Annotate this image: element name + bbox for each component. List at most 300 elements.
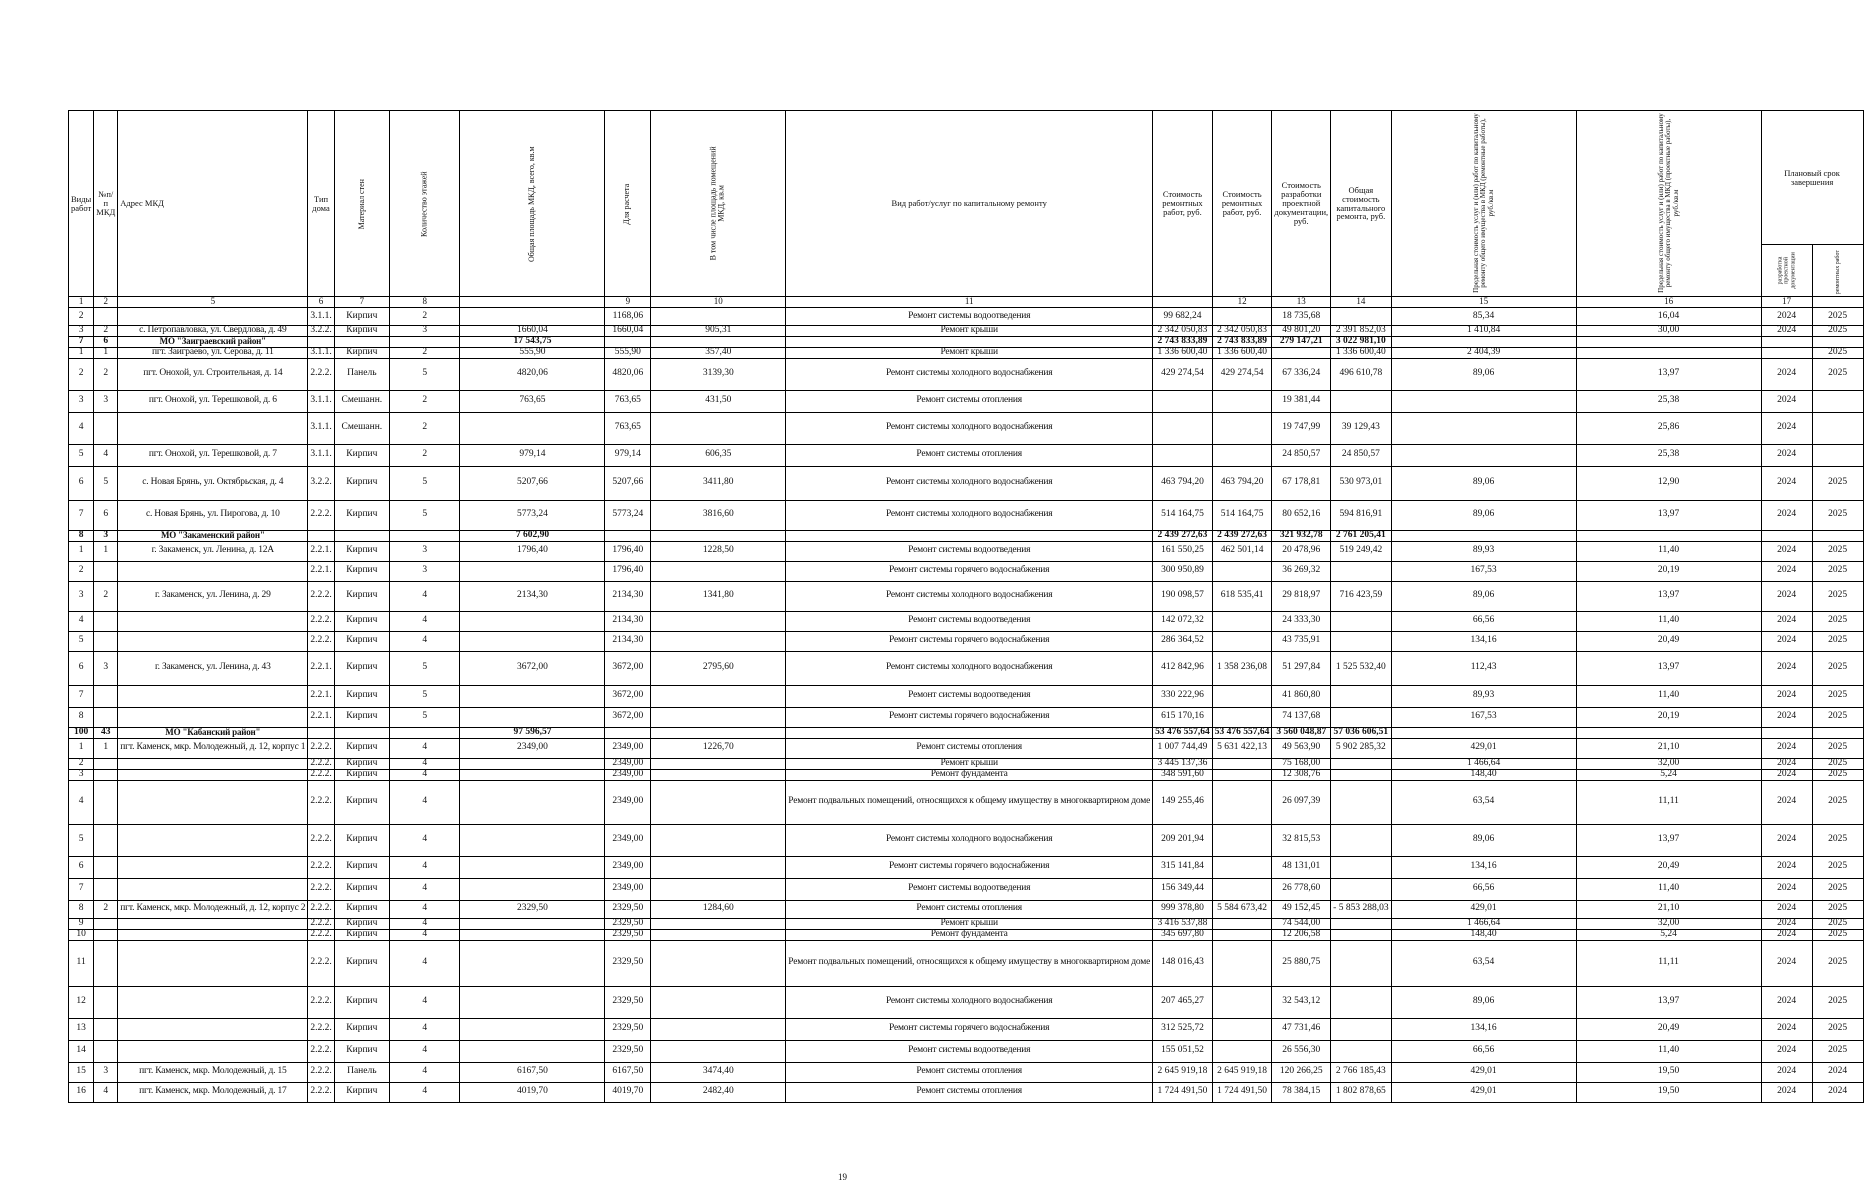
repair-cost-cell: 330 222,96 xyxy=(1153,685,1213,707)
header-floors: Количество этажей xyxy=(389,111,459,297)
repair-cost-cell: 348 591,60 xyxy=(1153,769,1213,780)
table-row xyxy=(69,707,1864,727)
limit-repair-cell: 63,54 xyxy=(1391,780,1576,824)
house-type-cell: 2.2.2. xyxy=(308,918,334,929)
floors-cell: 5 xyxy=(389,358,459,390)
repair-cost-cell: 2 645 919,18 xyxy=(1153,1062,1213,1082)
design-year-cell: 2024 xyxy=(1761,412,1812,444)
wall-material-cell: Кирпич xyxy=(334,1082,389,1102)
wall-material-cell xyxy=(334,530,389,541)
address-cell xyxy=(118,856,308,878)
design-year-cell: 2024 xyxy=(1761,769,1812,780)
work-kind-cell: Ремонт системы водоотведения xyxy=(786,878,1153,900)
repair-year-cell: 2025 xyxy=(1812,308,1863,326)
limit-repair-cell xyxy=(1391,390,1576,412)
calc-area-cell: 2329,50 xyxy=(605,918,651,929)
wall-material-cell: Кирпич xyxy=(334,758,389,769)
repair-cost-2-cell: 5 584 673,42 xyxy=(1212,900,1272,918)
repair-cost-cell: 514 164,75 xyxy=(1153,500,1213,530)
table-row xyxy=(69,326,1864,337)
total-area-cell xyxy=(460,929,605,940)
limit-design-cell: 11,40 xyxy=(1576,541,1761,561)
calc-area-cell: 2329,50 xyxy=(605,1040,651,1062)
design-year-cell: 2024 xyxy=(1761,466,1812,500)
floors-cell: 4 xyxy=(389,900,459,918)
repair-year-cell: 2025 xyxy=(1812,347,1863,358)
calc-area-cell: 763,65 xyxy=(605,390,651,412)
work-kind-cell: Ремонт системы отопления xyxy=(786,900,1153,918)
work-kind-cell: Ремонт крыши xyxy=(786,758,1153,769)
total-cost-cell: 2 761 205,41 xyxy=(1331,530,1391,541)
header-design-year: разработка проектной документации xyxy=(1761,245,1812,297)
house-type-cell: 2.2.2. xyxy=(308,780,334,824)
repair-cost-2-cell: 2 342 050,83 xyxy=(1212,326,1272,337)
work-kind-cell: Ремонт системы отопления xyxy=(786,1062,1153,1082)
house-type-cell: 2.2.2. xyxy=(308,986,334,1018)
work-type-cell: 7 xyxy=(69,500,94,530)
wall-material-cell: Кирпич xyxy=(334,347,389,358)
repair-cost-2-cell: 5 631 422,13 xyxy=(1212,738,1272,758)
mkd-number-cell xyxy=(94,308,118,326)
limit-repair-cell: 89,06 xyxy=(1391,824,1576,856)
header-for-calc: Для расчета xyxy=(605,111,651,297)
design-year-cell xyxy=(1761,336,1812,347)
address-cell: пгт. Онохой, ул. Строительная, д. 14 xyxy=(118,358,308,390)
calc-area-cell: 2349,00 xyxy=(605,769,651,780)
limit-design-cell xyxy=(1576,727,1761,738)
total-area-cell xyxy=(460,707,605,727)
repair-cost-cell: 2 743 833,89 xyxy=(1153,336,1213,347)
premises-area-cell xyxy=(651,918,786,929)
table-row xyxy=(69,1040,1864,1062)
work-type-cell: 7 xyxy=(69,878,94,900)
header-total-area: Общая площадь МКД, всего, кв.м xyxy=(460,111,605,297)
calc-area-cell: 5207,66 xyxy=(605,466,651,500)
design-cost-cell: 24 333,30 xyxy=(1272,611,1331,631)
address-cell xyxy=(118,929,308,940)
total-area-cell xyxy=(460,918,605,929)
design-cost-cell: 47 731,46 xyxy=(1272,1018,1331,1040)
address-cell: пгт. Каменск, мкр. Молодежный, д. 17 xyxy=(118,1082,308,1102)
address-cell: с. Новая Брянь, ул. Пирогова, д. 10 xyxy=(118,500,308,530)
total-area-cell: 4019,70 xyxy=(460,1082,605,1102)
total-cost-cell xyxy=(1331,824,1391,856)
repair-year-cell: 2025 xyxy=(1812,358,1863,390)
wall-material-cell: Кирпич xyxy=(334,900,389,918)
repair-cost-2-cell xyxy=(1212,390,1272,412)
limit-repair-cell: 1 410,84 xyxy=(1391,326,1576,337)
wall-material-cell: Кирпич xyxy=(334,651,389,685)
floors-cell: 4 xyxy=(389,878,459,900)
address-cell: г. Закаменск, ул. Ленина, д. 12А xyxy=(118,541,308,561)
floors-cell: 4 xyxy=(389,929,459,940)
address-cell xyxy=(118,412,308,444)
table-row xyxy=(69,685,1864,707)
design-cost-cell: 32 815,53 xyxy=(1272,824,1331,856)
repair-cost-cell: 429 274,54 xyxy=(1153,358,1213,390)
limit-repair-cell: 85,34 xyxy=(1391,308,1576,326)
design-cost-cell: 49 152,45 xyxy=(1272,900,1331,918)
limit-design-cell: 5,24 xyxy=(1576,769,1761,780)
wall-material-cell: Кирпич xyxy=(334,611,389,631)
limit-repair-cell: 134,16 xyxy=(1391,856,1576,878)
premises-area-cell xyxy=(651,336,786,347)
floors-cell xyxy=(389,727,459,738)
mkd-number-cell xyxy=(94,631,118,651)
work-type-cell: 10 xyxy=(69,929,94,940)
table-row xyxy=(69,769,1864,780)
table-row xyxy=(69,780,1864,824)
total-cost-cell: 5 902 285,32 xyxy=(1331,738,1391,758)
limit-design-cell: 11,11 xyxy=(1576,780,1761,824)
table-row xyxy=(69,878,1864,900)
repair-cost-cell: 412 842,96 xyxy=(1153,651,1213,685)
calc-area-cell: 1168,06 xyxy=(605,308,651,326)
repair-cost-2-cell xyxy=(1212,824,1272,856)
total-area-cell xyxy=(460,1018,605,1040)
house-type-cell: 2.2.2. xyxy=(308,940,334,986)
work-kind-cell: Ремонт системы холодного водоснабжения xyxy=(786,824,1153,856)
work-kind-cell: Ремонт системы водоотведения xyxy=(786,685,1153,707)
design-cost-cell: 19 747,99 xyxy=(1272,412,1331,444)
address-cell xyxy=(118,878,308,900)
calc-area-cell: 2134,30 xyxy=(605,611,651,631)
wall-material-cell: Кирпич xyxy=(334,500,389,530)
work-type-cell: 6 xyxy=(69,466,94,500)
design-year-cell: 2024 xyxy=(1761,780,1812,824)
repair-cost-cell: 2 342 050,83 xyxy=(1153,326,1213,337)
repair-cost-cell: 3 416 537,88 xyxy=(1153,918,1213,929)
repair-cost-2-cell: 1 724 491,50 xyxy=(1212,1082,1272,1102)
work-kind-cell: Ремонт системы холодного водоснабжения xyxy=(786,986,1153,1018)
design-cost-cell: 49 801,20 xyxy=(1272,326,1331,337)
repair-cost-cell: 999 378,80 xyxy=(1153,900,1213,918)
header-limit-design: Предельная стоимость услуг и (или) работ по капитальному ремонту общего имущества в МКД (проектные работы), руб./кв.м xyxy=(1576,111,1761,297)
repair-year-cell: 2025 xyxy=(1812,326,1863,337)
column-number xyxy=(460,297,605,308)
repair-cost-cell: 148 016,43 xyxy=(1153,940,1213,986)
house-type-cell: 2.2.2. xyxy=(308,856,334,878)
design-year-cell xyxy=(1761,530,1812,541)
premises-area-cell xyxy=(651,1018,786,1040)
repair-cost-2-cell xyxy=(1212,986,1272,1018)
calc-area-cell: 2329,50 xyxy=(605,1018,651,1040)
repair-cost-cell: 3 445 137,36 xyxy=(1153,758,1213,769)
header-wall-material: Материал стен xyxy=(334,111,389,297)
wall-material-cell: Кирпич xyxy=(334,685,389,707)
table-row xyxy=(69,631,1864,651)
premises-area-cell: 1341,80 xyxy=(651,581,786,611)
limit-design-cell: 16,04 xyxy=(1576,308,1761,326)
total-area-cell xyxy=(460,780,605,824)
work-type-cell: 8 xyxy=(69,707,94,727)
mkd-number-cell xyxy=(94,986,118,1018)
house-type-cell: 2.2.2. xyxy=(308,1040,334,1062)
house-type-cell: 2.2.2. xyxy=(308,738,334,758)
address-cell xyxy=(118,685,308,707)
work-kind-cell: Ремонт системы горячего водоснабжения xyxy=(786,856,1153,878)
repair-cost-cell: 1 724 491,50 xyxy=(1153,1082,1213,1102)
column-number: 16 xyxy=(1576,297,1761,308)
limit-design-cell: 25,86 xyxy=(1576,412,1761,444)
repair-cost-2-cell: 2 743 833,89 xyxy=(1212,336,1272,347)
repair-cost-cell xyxy=(1153,412,1213,444)
repair-cost-cell: 190 098,57 xyxy=(1153,581,1213,611)
design-cost-cell: 32 543,12 xyxy=(1272,986,1331,1018)
premises-area-cell: 3139,30 xyxy=(651,358,786,390)
wall-material-cell: Кирпич xyxy=(334,769,389,780)
limit-design-cell: 19,50 xyxy=(1576,1082,1761,1102)
premises-area-cell xyxy=(651,824,786,856)
repair-cost-2-cell: 462 501,14 xyxy=(1212,541,1272,561)
total-cost-cell: 57 036 606,51 xyxy=(1331,727,1391,738)
floors-cell: 3 xyxy=(389,541,459,561)
table-row xyxy=(69,1082,1864,1102)
floors-cell: 2 xyxy=(389,444,459,466)
design-year-cell: 2024 xyxy=(1761,738,1812,758)
limit-repair-cell: 89,06 xyxy=(1391,581,1576,611)
limit-design-cell: 19,50 xyxy=(1576,1062,1761,1082)
column-number: 9 xyxy=(605,297,651,308)
calc-area-cell: 763,65 xyxy=(605,412,651,444)
repair-cost-2-cell: 463 794,20 xyxy=(1212,466,1272,500)
limit-repair-cell: 66,56 xyxy=(1391,1040,1576,1062)
total-cost-cell: - 5 853 288,03 xyxy=(1331,900,1391,918)
floors-cell: 4 xyxy=(389,738,459,758)
floors-cell: 4 xyxy=(389,986,459,1018)
repair-cost-cell: 345 697,80 xyxy=(1153,929,1213,940)
repair-year-cell: 2025 xyxy=(1812,500,1863,530)
limit-design-cell: 21,10 xyxy=(1576,738,1761,758)
repair-cost-2-cell: 618 535,41 xyxy=(1212,581,1272,611)
table-row xyxy=(69,1018,1864,1040)
floors-cell: 4 xyxy=(389,856,459,878)
design-year-cell: 2024 xyxy=(1761,1082,1812,1102)
house-type-cell: 3.2.2. xyxy=(308,326,334,337)
repair-cost-2-cell: 429 274,54 xyxy=(1212,358,1272,390)
wall-material-cell: Кирпич xyxy=(334,581,389,611)
calc-area-cell xyxy=(605,727,651,738)
work-kind-cell: Ремонт крыши xyxy=(786,326,1153,337)
premises-area-cell xyxy=(651,769,786,780)
total-cost-cell xyxy=(1331,929,1391,940)
repair-year-cell: 2025 xyxy=(1812,780,1863,824)
repair-cost-2-cell xyxy=(1212,707,1272,727)
mkd-number-cell: 3 xyxy=(94,651,118,685)
repair-cost-2-cell xyxy=(1212,856,1272,878)
work-type-cell: 15 xyxy=(69,1062,94,1082)
address-cell xyxy=(118,824,308,856)
limit-design-cell: 11,40 xyxy=(1576,1040,1761,1062)
total-area-cell: 763,65 xyxy=(460,390,605,412)
work-kind-cell: Ремонт системы холодного водоснабжения xyxy=(786,500,1153,530)
design-year-cell xyxy=(1761,727,1812,738)
header-work-kind: Вид работ/услуг по капитальному ремонту xyxy=(786,111,1153,297)
house-type-cell: 2.2.2. xyxy=(308,769,334,780)
limit-repair-cell xyxy=(1391,412,1576,444)
total-area-cell: 5773,24 xyxy=(460,500,605,530)
work-type-cell: 16 xyxy=(69,1082,94,1102)
design-year-cell: 2024 xyxy=(1761,611,1812,631)
work-type-cell: 2 xyxy=(69,561,94,581)
table-row xyxy=(69,347,1864,358)
total-cost-cell xyxy=(1331,769,1391,780)
calc-area-cell: 2134,30 xyxy=(605,581,651,611)
work-kind-cell: Ремонт подвальных помещений, относящихся к общему имуществу в многоквартирном доме xyxy=(786,940,1153,986)
mkd-number-cell xyxy=(94,561,118,581)
design-year-cell: 2024 xyxy=(1761,878,1812,900)
mkd-number-cell: 43 xyxy=(94,727,118,738)
floors-cell: 5 xyxy=(389,707,459,727)
house-type-cell: 2.2.2. xyxy=(308,500,334,530)
calc-area-cell: 2349,00 xyxy=(605,780,651,824)
total-area-cell: 97 596,57 xyxy=(460,727,605,738)
table-row xyxy=(69,561,1864,581)
house-type-cell: 3.1.1. xyxy=(308,412,334,444)
design-year-cell: 2024 xyxy=(1761,758,1812,769)
total-area-cell: 4820,06 xyxy=(460,358,605,390)
calc-area-cell: 1796,40 xyxy=(605,561,651,581)
repair-cost-2-cell: 53 476 557,64 xyxy=(1212,727,1272,738)
total-cost-cell xyxy=(1331,1018,1391,1040)
design-cost-cell: 24 850,57 xyxy=(1272,444,1331,466)
total-cost-cell xyxy=(1331,707,1391,727)
premises-area-cell: 3474,40 xyxy=(651,1062,786,1082)
mkd-number-cell xyxy=(94,780,118,824)
limit-design-cell: 30,00 xyxy=(1576,326,1761,337)
repair-year-cell xyxy=(1812,444,1863,466)
repair-cost-2-cell xyxy=(1212,444,1272,466)
limit-design-cell: 13,97 xyxy=(1576,824,1761,856)
address-cell xyxy=(118,769,308,780)
repair-year-cell: 2025 xyxy=(1812,878,1863,900)
wall-material-cell: Кирпич xyxy=(334,856,389,878)
premises-area-cell xyxy=(651,707,786,727)
mkd-number-cell: 2 xyxy=(94,900,118,918)
design-year-cell: 2024 xyxy=(1761,986,1812,1018)
work-type-cell: 7 xyxy=(69,685,94,707)
address-cell xyxy=(118,940,308,986)
calc-area-cell xyxy=(605,530,651,541)
house-type-cell: 2.2.2. xyxy=(308,929,334,940)
mkd-number-cell: 3 xyxy=(94,390,118,412)
design-year-cell: 2024 xyxy=(1761,824,1812,856)
limit-repair-cell: 167,53 xyxy=(1391,707,1576,727)
limit-design-cell: 25,38 xyxy=(1576,390,1761,412)
house-type-cell: 3.1.1. xyxy=(308,444,334,466)
table-row xyxy=(69,390,1864,412)
repair-cost-2-cell xyxy=(1212,561,1272,581)
column-number: 14 xyxy=(1331,297,1391,308)
mkd-number-cell: 4 xyxy=(94,1082,118,1102)
house-type-cell: 2.2.2. xyxy=(308,758,334,769)
table-row xyxy=(69,856,1864,878)
design-year-cell: 2024 xyxy=(1761,918,1812,929)
floors-cell: 4 xyxy=(389,611,459,631)
column-number-row xyxy=(69,297,1864,308)
limit-repair-cell: 429,01 xyxy=(1391,900,1576,918)
premises-area-cell xyxy=(651,412,786,444)
house-type-cell: 2.2.2. xyxy=(308,900,334,918)
repair-year-cell xyxy=(1812,412,1863,444)
work-type-cell: 1 xyxy=(69,347,94,358)
premises-area-cell: 3816,60 xyxy=(651,500,786,530)
design-cost-cell: 20 478,96 xyxy=(1272,541,1331,561)
repair-year-cell: 2025 xyxy=(1812,856,1863,878)
repair-cost-2-cell: 514 164,75 xyxy=(1212,500,1272,530)
limit-design-cell: 32,00 xyxy=(1576,758,1761,769)
design-year-cell: 2024 xyxy=(1761,940,1812,986)
address-cell: с. Новая Брянь, ул. Октябрьская, д. 4 xyxy=(118,466,308,500)
repair-cost-2-cell xyxy=(1212,758,1272,769)
subtotal-row xyxy=(69,530,1864,541)
premises-area-cell: 2482,40 xyxy=(651,1082,786,1102)
mkd-number-cell xyxy=(94,1040,118,1062)
address-cell: МО "Кабанский район" xyxy=(118,727,308,738)
total-area-cell xyxy=(460,758,605,769)
premises-area-cell xyxy=(651,530,786,541)
premises-area-cell: 357,40 xyxy=(651,347,786,358)
total-area-cell xyxy=(460,769,605,780)
limit-design-cell: 21,10 xyxy=(1576,900,1761,918)
house-type-cell: 2.2.2. xyxy=(308,1062,334,1082)
column-number: 10 xyxy=(651,297,786,308)
work-kind-cell: Ремонт подвальных помещений, относящихся к общему имуществу в многоквартирном доме xyxy=(786,780,1153,824)
limit-design-cell: 13,97 xyxy=(1576,500,1761,530)
limit-repair-cell xyxy=(1391,727,1576,738)
limit-design-cell xyxy=(1576,530,1761,541)
column-number xyxy=(1812,297,1863,308)
design-year-cell: 2024 xyxy=(1761,685,1812,707)
repair-year-cell: 2025 xyxy=(1812,986,1863,1018)
premises-area-cell xyxy=(651,856,786,878)
address-cell xyxy=(118,780,308,824)
work-type-cell: 3 xyxy=(69,390,94,412)
table-row xyxy=(69,918,1864,929)
work-kind-cell xyxy=(786,530,1153,541)
wall-material-cell: Панель xyxy=(334,358,389,390)
limit-design-cell: 20,19 xyxy=(1576,561,1761,581)
total-cost-cell: 1 802 878,65 xyxy=(1331,1082,1391,1102)
total-area-cell xyxy=(460,878,605,900)
table-row xyxy=(69,900,1864,918)
work-type-cell: 14 xyxy=(69,1040,94,1062)
design-cost-cell: 67 178,81 xyxy=(1272,466,1331,500)
house-type-cell: 2.2.2. xyxy=(308,824,334,856)
total-area-cell xyxy=(460,412,605,444)
premises-area-cell: 1228,50 xyxy=(651,541,786,561)
floors-cell: 2 xyxy=(389,347,459,358)
work-kind-cell: Ремонт крыши xyxy=(786,918,1153,929)
work-type-cell: 7 xyxy=(69,336,94,347)
repair-cost-cell: 615 170,16 xyxy=(1153,707,1213,727)
repair-year-cell: 2025 xyxy=(1812,541,1863,561)
floors-cell: 4 xyxy=(389,758,459,769)
capital-repair-table xyxy=(68,110,1864,1103)
total-area-cell xyxy=(460,611,605,631)
repair-cost-cell: 53 476 557,64 xyxy=(1153,727,1213,738)
total-cost-cell xyxy=(1331,631,1391,651)
work-type-cell: 4 xyxy=(69,611,94,631)
table-row xyxy=(69,308,1864,326)
design-cost-cell: 36 269,32 xyxy=(1272,561,1331,581)
wall-material-cell: Кирпич xyxy=(334,940,389,986)
calc-area-cell: 5773,24 xyxy=(605,500,651,530)
total-cost-cell xyxy=(1331,918,1391,929)
work-kind-cell: Ремонт системы горячего водоснабжения xyxy=(786,631,1153,651)
repair-year-cell: 2024 xyxy=(1812,1082,1863,1102)
limit-design-cell: 20,19 xyxy=(1576,707,1761,727)
